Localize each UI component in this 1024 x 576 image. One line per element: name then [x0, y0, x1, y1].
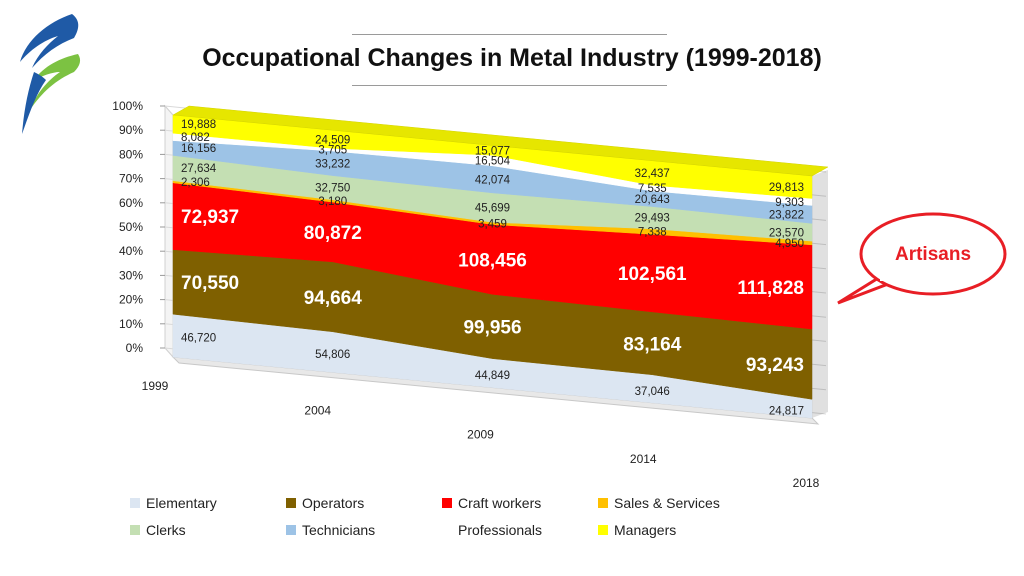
data-label: 42,074	[474, 174, 511, 187]
data-label: 72,937	[181, 207, 240, 229]
legend-item	[130, 521, 286, 539]
data-label: 23,570	[768, 227, 804, 240]
legend-item	[286, 494, 442, 512]
data-label: 29,493	[634, 212, 670, 225]
legend-item	[442, 521, 598, 539]
legend-label: Operators	[302, 495, 365, 511]
data-label: 80,872	[303, 223, 362, 245]
data-label: 19,888	[181, 119, 217, 132]
x-tick-label: 2004	[304, 403, 332, 418]
data-label: 4,950	[775, 238, 804, 251]
data-label: 111,828	[737, 277, 804, 299]
data-label: 70,550	[181, 272, 240, 294]
data-label: 83,164	[623, 334, 682, 356]
legend-swatch	[598, 498, 608, 508]
data-label: 3,180	[318, 195, 348, 208]
data-label: 24,817	[768, 405, 804, 418]
data-label: 108,456	[458, 250, 527, 272]
legend-label: Managers	[614, 522, 677, 538]
y-tick-label: 0%	[125, 341, 143, 355]
data-label: 32,750	[315, 182, 351, 195]
data-label: 45,699	[474, 202, 511, 215]
legend-label: Craft workers	[458, 495, 542, 511]
data-label: 32,437	[634, 168, 670, 181]
end-cap	[812, 170, 828, 418]
legend-label: Professionals	[458, 522, 543, 538]
side-wall	[165, 106, 173, 357]
callout-label: Artisans	[894, 244, 972, 265]
legend-swatch	[442, 498, 452, 508]
legend-swatch	[598, 525, 608, 535]
data-label: 54,806	[315, 349, 351, 362]
y-tick-label: 90%	[118, 123, 143, 138]
data-label: 24,509	[315, 134, 351, 147]
data-label: 99,956	[463, 317, 522, 339]
data-label: 3,705	[318, 144, 348, 157]
legend-label: Elementary	[146, 495, 217, 511]
data-label: 102,561	[617, 264, 687, 286]
x-tick-label: 2014	[629, 451, 657, 466]
data-label: 15,077	[474, 145, 511, 158]
data-label: 2,306	[181, 176, 210, 189]
data-label: 3,459	[478, 218, 507, 231]
y-tick-label: 30%	[118, 268, 143, 283]
y-tick-label: 40%	[118, 244, 143, 259]
data-label: 8,082	[181, 131, 210, 144]
legend-swatch	[286, 498, 296, 508]
y-tick-label: 50%	[118, 220, 143, 234]
legend-item	[286, 521, 442, 539]
legend-label: Clerks	[146, 522, 186, 538]
y-tick-label: 80%	[118, 147, 143, 162]
legend-label: Sales & Services	[614, 495, 720, 511]
y-tick-label: 20%	[118, 292, 143, 307]
data-label: 16,156	[181, 143, 217, 156]
legend-item	[598, 494, 754, 512]
y-tick-label: 10%	[118, 316, 143, 331]
legend-item	[442, 494, 598, 512]
data-label: 44,849	[474, 370, 511, 383]
legend-item	[130, 494, 286, 512]
data-label: 16,504	[474, 155, 511, 168]
legend-label: Technicians	[302, 522, 376, 538]
x-tick-label: 2009	[467, 427, 494, 442]
legend-swatch	[442, 525, 452, 535]
data-label: 20,643	[634, 193, 670, 206]
y-tick-label: 70%	[118, 171, 143, 186]
data-label: 23,822	[768, 209, 804, 222]
legend	[130, 494, 770, 539]
data-label: 29,813	[768, 182, 804, 195]
y-tick-label: 60%	[118, 195, 143, 210]
x-tick-label: 1999	[141, 379, 169, 393]
data-label: 94,664	[303, 287, 362, 309]
data-label: 93,243	[745, 355, 804, 377]
data-label: 27,634	[181, 163, 217, 176]
data-label: 33,232	[315, 158, 351, 171]
legend-swatch	[130, 525, 140, 535]
data-label: 9,303	[775, 196, 804, 209]
legend-swatch	[286, 525, 296, 535]
data-label: 7,535	[637, 183, 667, 196]
data-label: 46,720	[181, 332, 217, 345]
y-tick-label: 100%	[112, 99, 143, 113]
y-axis-ticks	[112, 99, 165, 355]
chart-title: Occupational Changes in Metal Industry (1999-2018)	[202, 44, 822, 72]
data-label: 37,046	[634, 385, 670, 398]
x-tick-label: 2018	[792, 476, 820, 490]
legend-swatch	[130, 498, 140, 508]
data-label: 7,338	[637, 226, 667, 239]
legend-item	[598, 521, 754, 539]
artisans-callout	[838, 214, 1005, 303]
